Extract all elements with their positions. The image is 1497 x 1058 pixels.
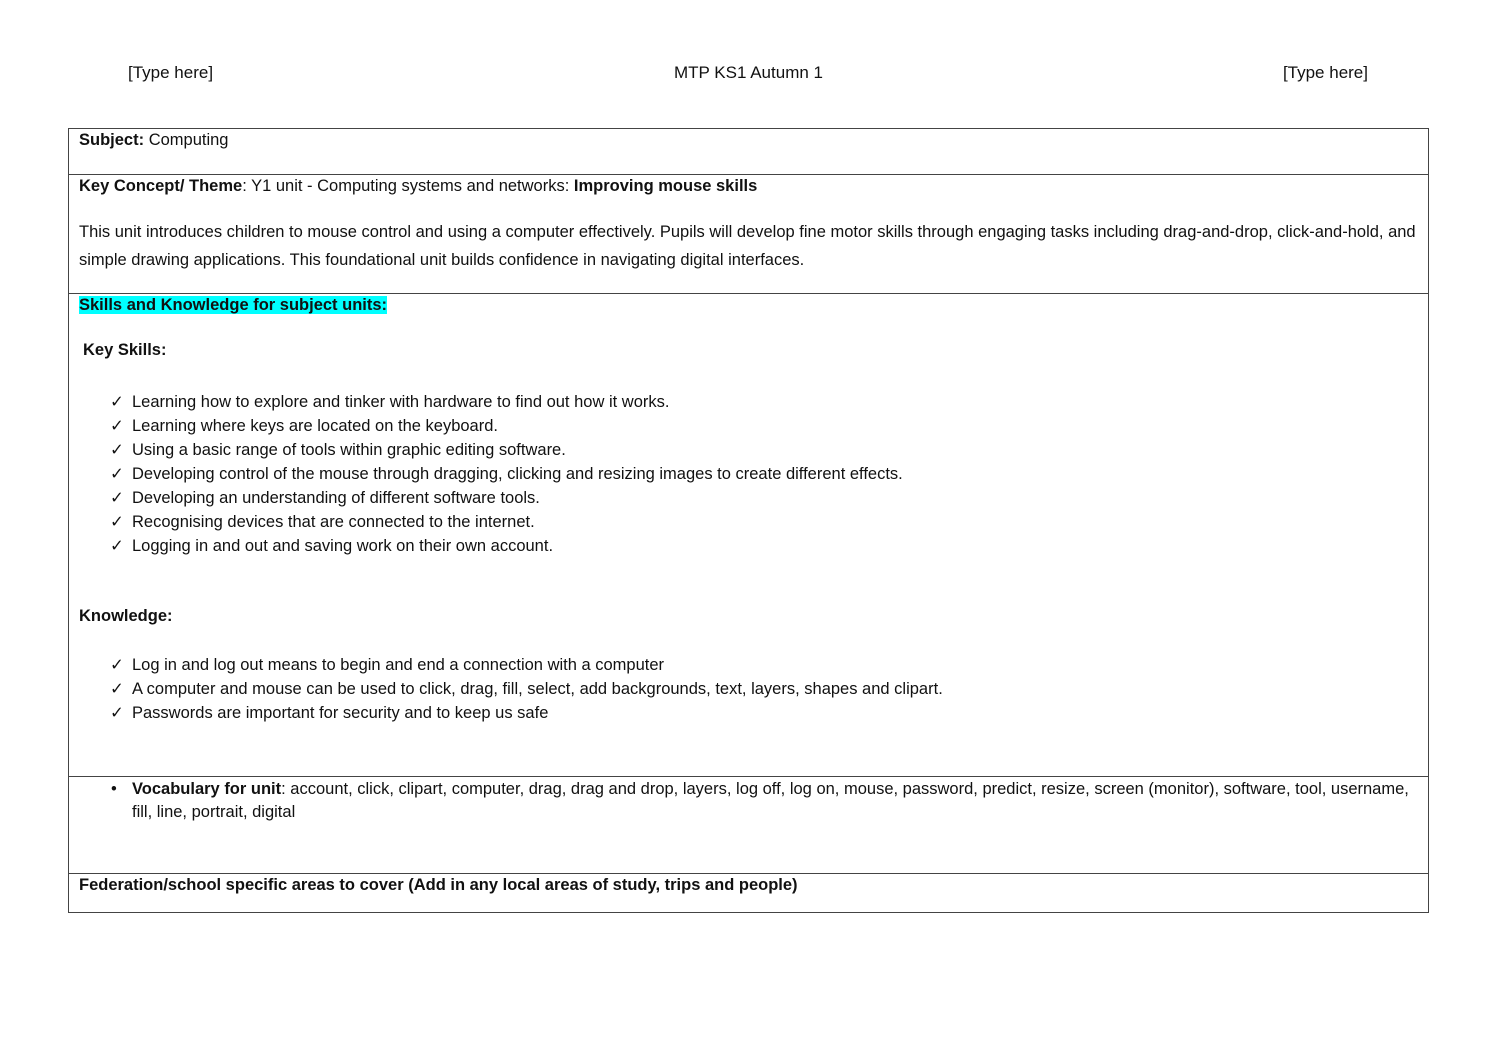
list-item: ✓ A computer and mouse can be used to click, drag, fill, select, add backgrounds, text, layers, shapes and clipart. xyxy=(79,677,1418,701)
list-item: ✓ Logging in and out and saving work on their own account. xyxy=(79,534,1418,558)
knowledge-heading: Knowledge: xyxy=(79,607,173,625)
theme-cell xyxy=(69,175,1429,294)
list-item: ✓ Recognising devices that are connected to the internet. xyxy=(79,510,1418,534)
skills-cell xyxy=(69,294,1429,777)
tick-icon: ✓ xyxy=(110,680,124,698)
header-title: MTP KS1 Autumn 1 xyxy=(674,63,823,82)
tick-icon: ✓ xyxy=(110,513,124,531)
knowledge-list xyxy=(79,653,1418,725)
theme-description: This unit introduces children to mouse control and using a computer effectively. Pupils will develop fine motor skills through engaging tasks including drag-and-drop, click-and-hold, and simple drawing applications. This foundational unit builds confidence in navigating digital interfaces. xyxy=(79,223,1416,269)
theme-value: : Y1 unit - Computing systems and networks: xyxy=(242,177,574,195)
vocabulary-row xyxy=(69,777,1429,874)
federation-text: Federation/school specific areas to cover (Add in any local areas of study, trips and people) xyxy=(79,876,798,894)
tick-icon: ✓ xyxy=(110,393,124,411)
vocabulary-value: : account, click, clipart, computer, drag, drag and drop, layers, log off, log on, mouse, password, predict, resize, screen (monitor), software, tool, username, fill, line, portrait, digital xyxy=(132,780,1409,821)
tick-icon: ✓ xyxy=(110,489,124,507)
key-skills-heading: Key Skills: xyxy=(83,341,167,359)
tick-icon: ✓ xyxy=(110,465,124,483)
federation-cell xyxy=(69,874,1429,913)
tick-icon: ✓ xyxy=(110,417,124,435)
federation-row xyxy=(69,874,1429,913)
list-item: ✓ Log in and log out means to begin and end a connection with a computer xyxy=(79,653,1418,677)
subject-row xyxy=(69,129,1429,175)
list-item: ✓ Using a basic range of tools within graphic editing software. xyxy=(79,438,1418,462)
theme-line xyxy=(79,175,1418,198)
skills-row xyxy=(69,294,1429,777)
vocabulary-label: Vocabulary for unit xyxy=(132,780,282,798)
theme-label: Key Concept/ Theme xyxy=(79,177,243,195)
key-skills-list xyxy=(79,390,1418,558)
list-item: ✓ Learning how to explore and tinker with hardware to find out how it works. xyxy=(79,390,1418,414)
page-header xyxy=(0,63,1497,87)
list-item: ✓ Learning where keys are located on the keyboard. xyxy=(79,414,1418,438)
vocabulary-cell xyxy=(69,777,1429,874)
theme-row xyxy=(69,175,1429,294)
bullet-icon: • xyxy=(111,780,117,798)
list-item: ✓ Passwords are important for security and to keep us safe xyxy=(79,701,1418,725)
subject-cell xyxy=(69,129,1429,175)
tick-icon: ✓ xyxy=(110,704,124,722)
list-item: ✓ Developing an understanding of different software tools. xyxy=(79,486,1418,510)
subject-label: Subject: xyxy=(79,131,145,149)
theme-emphasis: Improving mouse skills xyxy=(573,177,758,195)
tick-icon: ✓ xyxy=(110,441,124,459)
header-right: [Type here] xyxy=(1282,63,1368,82)
subject-value: Computing xyxy=(148,131,229,149)
header-left: [Type here] xyxy=(128,63,214,82)
list-item: ✓ Developing control of the mouse through dragging, clicking and resizing images to create different effects. xyxy=(79,462,1418,486)
skills-heading: Skills and Knowledge for subject units: xyxy=(79,296,388,314)
plan-table xyxy=(68,128,1429,913)
vocabulary-item xyxy=(79,778,1418,824)
tick-icon: ✓ xyxy=(110,537,124,555)
tick-icon: ✓ xyxy=(110,656,124,674)
